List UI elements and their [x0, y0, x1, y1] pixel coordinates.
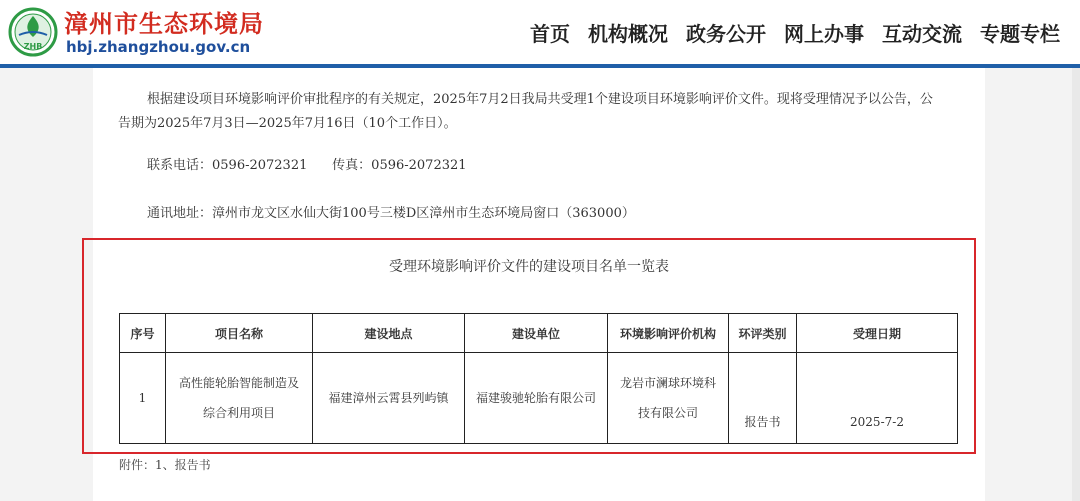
cell-agency-line1: 龙岩市澜球环境科 [619, 376, 716, 390]
nav-interaction[interactable]: 互动交流 [882, 22, 962, 46]
notice-paragraph: 根据建设项目环境影响评价审批程序的有关规定，2025年7月2日我局共受理1个建设项目环境影响评价文件。现将受理情况予以公告，公告期为2025年7月3日—2025年7月16日（10个工作日）。 [118, 92, 933, 131]
site-url[interactable]: hbj.zhangzhou.gov.cn [66, 38, 251, 56]
nav-special-topics[interactable]: 专题专栏 [980, 22, 1060, 46]
col-header-agency: 环境影响评价机构 [608, 314, 729, 353]
address-line: 通讯地址：漳州市龙文区水仙大街100号三楼D区漳州市生态环境局窗口（363000） [147, 206, 635, 221]
nav-organization[interactable]: 机构概况 [588, 22, 668, 46]
logo-text: ZHB [23, 42, 43, 51]
cell-project-line1: 高性能轮胎智能制造及 [178, 376, 299, 390]
main-nav [512, 18, 1060, 48]
nav-home[interactable]: 首页 [530, 22, 570, 46]
table-row [120, 353, 958, 444]
nav-online-services[interactable]: 网上办事 [784, 22, 864, 46]
zhb-logo-icon[interactable] [8, 7, 58, 57]
scrollbar[interactable] [1072, 68, 1080, 501]
nav-government-affairs[interactable]: 政务公开 [686, 22, 766, 46]
table-header-row [120, 314, 958, 353]
cell-agency-line2: 技有限公司 [637, 406, 698, 420]
attachment-link[interactable]: 附件：1、报告书 [119, 458, 211, 472]
col-header-location: 建设地点 [313, 314, 465, 353]
site-header [0, 0, 1080, 64]
cell-builder: 福建骏驰轮胎有限公司 [465, 353, 608, 444]
cell-location: 福建漳州云霄县列屿镇 [313, 353, 465, 444]
cell-index: 1 [120, 353, 166, 444]
site-name[interactable]: 漳州市生态环境局 [64, 10, 264, 38]
col-header-date: 受理日期 [797, 314, 958, 353]
cell-category: 报告书 [729, 353, 797, 444]
cell-project [166, 353, 313, 444]
col-header-builder: 建设单位 [465, 314, 608, 353]
col-header-category: 环评类别 [729, 314, 797, 353]
cell-agency [608, 353, 729, 444]
cell-project-line2: 综合利用项目 [202, 406, 275, 420]
contact-line: 联系电话：0596-2072321 传真：0596-2072321 [147, 158, 467, 173]
col-header-index: 序号 [120, 314, 166, 353]
col-header-project: 项目名称 [166, 314, 313, 353]
cell-date: 2025-7-2 [797, 353, 958, 444]
project-table [119, 313, 958, 444]
table-title: 受理环境影响评价文件的建设项目名单一览表 [389, 259, 669, 275]
